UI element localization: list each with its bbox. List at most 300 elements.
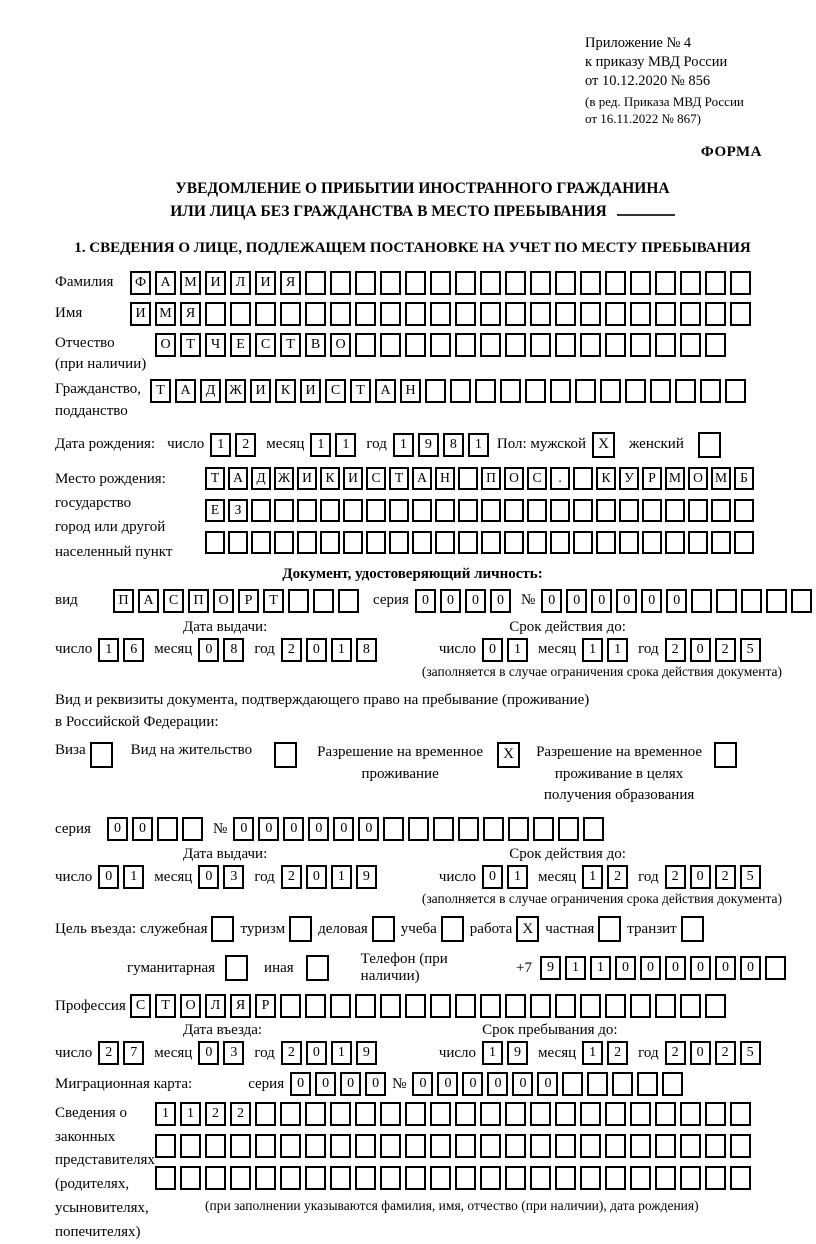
char-cell[interactable]: 0 [616,589,637,613]
char-cell[interactable]: 7 [123,1041,144,1065]
char-cell[interactable] [605,1166,626,1190]
char-cell[interactable] [630,1166,651,1190]
char-cell[interactable] [338,589,359,613]
char-cell[interactable]: М [155,302,176,326]
char-cell[interactable]: 0 [333,817,354,841]
char-cell[interactable]: А [228,467,248,490]
char-cell[interactable] [705,302,726,326]
char-cell[interactable]: 0 [340,1072,361,1096]
char-cell[interactable]: 0 [233,817,254,841]
char-cell[interactable]: О [504,467,524,490]
char-cell[interactable] [505,1166,526,1190]
char-cell[interactable] [655,994,676,1018]
char-cell[interactable]: А [138,589,159,613]
char-cell[interactable] [280,1166,301,1190]
char-cell[interactable] [555,1102,576,1126]
char-cell[interactable]: Д [251,467,271,490]
char-cell[interactable] [655,1102,676,1126]
char-cell[interactable] [305,1134,326,1158]
char-cell[interactable]: 0 [198,638,219,662]
char-cell[interactable] [251,531,271,554]
purpose-other-checkbox[interactable] [306,955,329,981]
char-cell[interactable]: И [255,271,276,295]
char-cell[interactable] [297,499,317,522]
char-cell[interactable] [455,1166,476,1190]
char-cell[interactable]: 9 [418,433,439,457]
char-cell[interactable]: И [130,302,151,326]
char-cell[interactable]: А [155,271,176,295]
char-cell[interactable] [430,1102,451,1126]
char-cell[interactable]: Р [238,589,259,613]
char-cell[interactable]: Ф [130,271,151,295]
char-cell[interactable] [435,531,455,554]
char-cell[interactable] [205,302,226,326]
char-cell[interactable]: 1 [123,865,144,889]
char-cell[interactable] [555,333,576,357]
char-cell[interactable] [580,1102,601,1126]
char-cell[interactable] [550,531,570,554]
char-cell[interactable] [205,531,225,554]
char-cell[interactable] [182,817,203,841]
char-cell[interactable]: 0 [306,1041,327,1065]
char-cell[interactable]: 1 [468,433,489,457]
char-cell[interactable] [605,994,626,1018]
char-cell[interactable] [458,499,478,522]
char-cell[interactable] [330,302,351,326]
char-cell[interactable]: 9 [507,1041,528,1065]
char-cell[interactable] [642,499,662,522]
char-cell[interactable] [530,1166,551,1190]
char-cell[interactable]: 1 [335,433,356,457]
char-cell[interactable]: Р [255,994,276,1018]
char-cell[interactable] [655,333,676,357]
char-cell[interactable]: Б [734,467,754,490]
char-cell[interactable] [587,1072,608,1096]
char-cell[interactable] [680,1102,701,1126]
char-cell[interactable] [580,302,601,326]
char-cell[interactable]: У [619,467,639,490]
gender-female-checkbox[interactable] [698,432,721,458]
char-cell[interactable]: 1 [98,638,119,662]
char-cell[interactable] [481,531,501,554]
char-cell[interactable]: 0 [306,865,327,889]
purpose-work-checkbox[interactable]: X [516,916,539,942]
char-cell[interactable] [355,1134,376,1158]
char-cell[interactable] [405,333,426,357]
char-cell[interactable] [655,271,676,295]
char-cell[interactable] [596,531,616,554]
char-cell[interactable]: 5 [740,1041,761,1065]
purpose-transit-checkbox[interactable] [681,916,704,942]
char-cell[interactable] [555,302,576,326]
char-cell[interactable] [280,1102,301,1126]
char-cell[interactable]: 1 [180,1102,201,1126]
char-cell[interactable]: 2 [715,1041,736,1065]
char-cell[interactable] [505,271,526,295]
char-cell[interactable] [680,271,701,295]
char-cell[interactable]: 0 [306,638,327,662]
char-cell[interactable] [691,589,712,613]
char-cell[interactable] [680,302,701,326]
char-cell[interactable]: О [330,333,351,357]
char-cell[interactable]: 0 [315,1072,336,1096]
purpose-business-checkbox[interactable] [372,916,395,942]
char-cell[interactable] [680,333,701,357]
char-cell[interactable]: 9 [540,956,561,980]
char-cell[interactable]: 0 [541,589,562,613]
char-cell[interactable] [405,1134,426,1158]
char-cell[interactable]: Р [642,467,662,490]
char-cell[interactable] [730,302,751,326]
char-cell[interactable] [480,333,501,357]
char-cell[interactable] [380,994,401,1018]
char-cell[interactable] [355,271,376,295]
char-cell[interactable]: 0 [490,589,511,613]
char-cell[interactable]: 0 [512,1072,533,1096]
char-cell[interactable] [766,589,787,613]
char-cell[interactable] [680,994,701,1018]
char-cell[interactable] [680,1166,701,1190]
char-cell[interactable] [725,379,746,403]
char-cell[interactable] [665,499,685,522]
char-cell[interactable]: 2 [281,638,302,662]
char-cell[interactable] [366,499,386,522]
char-cell[interactable]: О [155,333,176,357]
char-cell[interactable] [504,531,524,554]
char-cell[interactable] [619,531,639,554]
char-cell[interactable] [380,1134,401,1158]
char-cell[interactable]: 0 [487,1072,508,1096]
char-cell[interactable] [430,994,451,1018]
purpose-tourism-checkbox[interactable] [289,916,312,942]
char-cell[interactable]: 1 [331,865,352,889]
char-cell[interactable]: Л [205,994,226,1018]
char-cell[interactable] [255,1102,276,1126]
char-cell[interactable]: Т [350,379,371,403]
char-cell[interactable]: О [213,589,234,613]
char-cell[interactable]: 2 [665,865,686,889]
purpose-humanitarian-checkbox[interactable] [225,955,248,981]
char-cell[interactable] [405,1102,426,1126]
char-cell[interactable] [405,271,426,295]
char-cell[interactable] [455,1102,476,1126]
char-cell[interactable]: А [375,379,396,403]
char-cell[interactable]: Т [180,333,201,357]
char-cell[interactable] [455,994,476,1018]
char-cell[interactable] [483,817,504,841]
char-cell[interactable] [313,589,334,613]
char-cell[interactable] [389,499,409,522]
char-cell[interactable] [504,499,524,522]
char-cell[interactable]: 0 [566,589,587,613]
char-cell[interactable]: 0 [198,865,219,889]
char-cell[interactable]: Т [205,467,225,490]
char-cell[interactable] [380,302,401,326]
char-cell[interactable]: 0 [640,956,661,980]
char-cell[interactable] [500,379,521,403]
char-cell[interactable]: 2 [205,1102,226,1126]
char-cell[interactable]: Ж [274,467,294,490]
char-cell[interactable]: 0 [437,1072,458,1096]
char-cell[interactable]: С [255,333,276,357]
char-cell[interactable]: О [688,467,708,490]
char-cell[interactable] [730,1166,751,1190]
char-cell[interactable]: 0 [290,1072,311,1096]
char-cell[interactable] [274,531,294,554]
char-cell[interactable] [741,589,762,613]
char-cell[interactable] [280,1134,301,1158]
char-cell[interactable]: М [711,467,731,490]
char-cell[interactable] [412,531,432,554]
char-cell[interactable] [605,333,626,357]
char-cell[interactable]: С [130,994,151,1018]
char-cell[interactable] [505,1102,526,1126]
char-cell[interactable] [481,499,501,522]
char-cell[interactable]: И [343,467,363,490]
char-cell[interactable] [662,1072,683,1096]
char-cell[interactable] [650,379,671,403]
char-cell[interactable] [637,1072,658,1096]
char-cell[interactable] [705,994,726,1018]
char-cell[interactable]: 1 [582,865,603,889]
char-cell[interactable] [435,499,455,522]
char-cell[interactable] [605,1102,626,1126]
char-cell[interactable]: Ч [205,333,226,357]
char-cell[interactable]: 8 [356,638,377,662]
char-cell[interactable]: Д [200,379,221,403]
char-cell[interactable] [330,1134,351,1158]
char-cell[interactable] [455,302,476,326]
char-cell[interactable] [355,994,376,1018]
char-cell[interactable] [380,333,401,357]
char-cell[interactable]: 0 [107,817,128,841]
char-cell[interactable] [355,302,376,326]
char-cell[interactable]: 2 [235,433,256,457]
char-cell[interactable] [180,1134,201,1158]
char-cell[interactable] [705,271,726,295]
char-cell[interactable]: А [175,379,196,403]
char-cell[interactable] [550,379,571,403]
char-cell[interactable]: 0 [690,956,711,980]
char-cell[interactable]: 0 [358,817,379,841]
char-cell[interactable] [505,994,526,1018]
char-cell[interactable] [230,1166,251,1190]
char-cell[interactable] [605,271,626,295]
char-cell[interactable] [711,499,731,522]
char-cell[interactable]: Я [280,271,301,295]
char-cell[interactable] [430,1134,451,1158]
char-cell[interactable] [625,379,646,403]
char-cell[interactable] [430,333,451,357]
char-cell[interactable]: 2 [281,1041,302,1065]
char-cell[interactable] [251,499,271,522]
char-cell[interactable]: Т [150,379,171,403]
char-cell[interactable] [255,1134,276,1158]
char-cell[interactable] [205,1134,226,1158]
char-cell[interactable] [157,817,178,841]
char-cell[interactable] [230,1134,251,1158]
char-cell[interactable] [530,1102,551,1126]
char-cell[interactable]: С [527,467,547,490]
char-cell[interactable] [580,1166,601,1190]
char-cell[interactable] [716,589,737,613]
char-cell[interactable]: 0 [412,1072,433,1096]
char-cell[interactable] [205,1166,226,1190]
char-cell[interactable]: 0 [615,956,636,980]
char-cell[interactable] [380,1102,401,1126]
char-cell[interactable]: 9 [356,1041,377,1065]
char-cell[interactable] [630,302,651,326]
char-cell[interactable]: 0 [666,589,687,613]
char-cell[interactable] [533,817,554,841]
char-cell[interactable]: А [412,467,432,490]
char-cell[interactable] [562,1072,583,1096]
char-cell[interactable] [330,271,351,295]
char-cell[interactable] [688,531,708,554]
char-cell[interactable] [228,531,248,554]
char-cell[interactable]: Н [400,379,421,403]
char-cell[interactable] [458,531,478,554]
temp-permit-checkbox[interactable]: X [497,742,520,768]
char-cell[interactable] [619,499,639,522]
char-cell[interactable]: 0 [415,589,436,613]
char-cell[interactable]: 8 [223,638,244,662]
char-cell[interactable] [274,499,294,522]
char-cell[interactable]: 1 [393,433,414,457]
char-cell[interactable] [791,589,812,613]
char-cell[interactable] [430,1166,451,1190]
char-cell[interactable] [555,271,576,295]
char-cell[interactable]: 1 [155,1102,176,1126]
char-cell[interactable] [705,333,726,357]
char-cell[interactable]: 1 [331,1041,352,1065]
char-cell[interactable] [525,379,546,403]
visa-checkbox[interactable] [90,742,113,768]
char-cell[interactable]: 0 [283,817,304,841]
char-cell[interactable] [280,994,301,1018]
char-cell[interactable] [480,994,501,1018]
char-cell[interactable] [343,531,363,554]
char-cell[interactable]: 2 [607,1041,628,1065]
char-cell[interactable] [230,302,251,326]
char-cell[interactable]: Т [263,589,284,613]
char-cell[interactable]: 2 [665,638,686,662]
char-cell[interactable] [530,271,551,295]
char-cell[interactable] [430,271,451,295]
char-cell[interactable]: 2 [665,1041,686,1065]
char-cell[interactable] [605,1134,626,1158]
char-cell[interactable] [700,379,721,403]
char-cell[interactable] [558,817,579,841]
char-cell[interactable] [612,1072,633,1096]
char-cell[interactable]: С [366,467,386,490]
char-cell[interactable] [705,1134,726,1158]
char-cell[interactable]: 0 [482,865,503,889]
char-cell[interactable]: И [300,379,321,403]
char-cell[interactable]: 2 [281,865,302,889]
char-cell[interactable] [527,499,547,522]
char-cell[interactable]: И [250,379,271,403]
char-cell[interactable]: 1 [590,956,611,980]
char-cell[interactable]: 0 [715,956,736,980]
char-cell[interactable]: 0 [537,1072,558,1096]
char-cell[interactable] [580,1134,601,1158]
char-cell[interactable] [642,531,662,554]
char-cell[interactable] [527,531,547,554]
char-cell[interactable]: Е [205,499,225,522]
char-cell[interactable]: Я [230,994,251,1018]
char-cell[interactable]: 1 [582,638,603,662]
char-cell[interactable] [580,994,601,1018]
char-cell[interactable] [480,1134,501,1158]
char-cell[interactable] [655,1166,676,1190]
char-cell[interactable] [555,994,576,1018]
char-cell[interactable] [305,1166,326,1190]
char-cell[interactable]: М [180,271,201,295]
char-cell[interactable] [730,1102,751,1126]
char-cell[interactable] [630,333,651,357]
char-cell[interactable] [355,333,376,357]
char-cell[interactable]: 1 [565,956,586,980]
char-cell[interactable]: С [325,379,346,403]
char-cell[interactable] [180,1166,201,1190]
char-cell[interactable]: З [228,499,248,522]
char-cell[interactable]: К [320,467,340,490]
char-cell[interactable] [575,379,596,403]
char-cell[interactable] [630,1134,651,1158]
char-cell[interactable] [280,302,301,326]
char-cell[interactable] [730,1134,751,1158]
char-cell[interactable]: В [305,333,326,357]
char-cell[interactable] [655,302,676,326]
char-cell[interactable]: 0 [132,817,153,841]
char-cell[interactable]: И [205,271,226,295]
char-cell[interactable] [680,1134,701,1158]
char-cell[interactable] [555,1134,576,1158]
char-cell[interactable] [355,1102,376,1126]
char-cell[interactable] [550,499,570,522]
char-cell[interactable]: Т [155,994,176,1018]
char-cell[interactable]: Т [280,333,301,357]
char-cell[interactable]: 0 [641,589,662,613]
char-cell[interactable] [505,333,526,357]
char-cell[interactable]: М [665,467,685,490]
char-cell[interactable]: 1 [507,865,528,889]
edu-permit-checkbox[interactable] [714,742,737,768]
char-cell[interactable] [320,531,340,554]
char-cell[interactable] [596,499,616,522]
char-cell[interactable]: 0 [198,1041,219,1065]
char-cell[interactable]: 2 [230,1102,251,1126]
char-cell[interactable] [355,1166,376,1190]
char-cell[interactable]: 0 [308,817,329,841]
char-cell[interactable]: 6 [123,638,144,662]
char-cell[interactable] [255,302,276,326]
char-cell[interactable] [405,994,426,1018]
char-cell[interactable] [583,817,604,841]
char-cell[interactable] [297,531,317,554]
char-cell[interactable] [573,499,593,522]
char-cell[interactable] [408,817,429,841]
char-cell[interactable] [450,379,471,403]
char-cell[interactable] [412,499,432,522]
char-cell[interactable] [580,333,601,357]
char-cell[interactable] [734,499,754,522]
char-cell[interactable]: 1 [310,433,331,457]
char-cell[interactable]: 0 [690,638,711,662]
char-cell[interactable]: Т [389,467,409,490]
char-cell[interactable]: 0 [440,589,461,613]
